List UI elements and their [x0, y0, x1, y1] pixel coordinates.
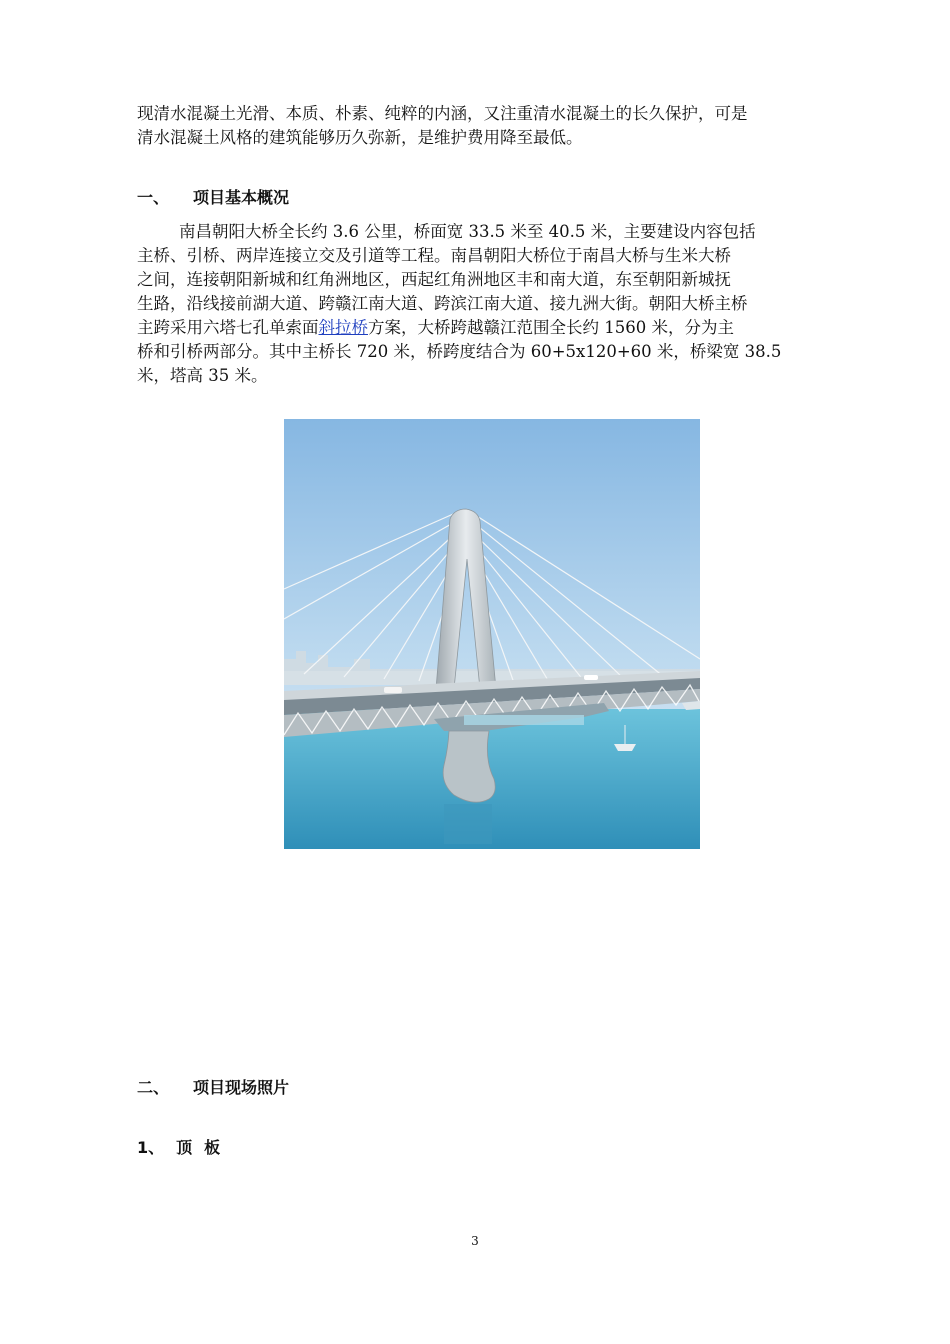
text-line: 现清水混凝土光滑、本质、朴素、纯粹的内涵，又注重清水混凝土的长久保护，可是: [137, 104, 748, 123]
text-segment: 主跨采用六塔七孔单索面: [137, 318, 319, 337]
text-line: 主桥、引桥、两岸连接立交及引道等工程。南昌朝阳大桥位于南昌大桥与生米大桥: [137, 246, 731, 265]
cable-stayed-bridge-link[interactable]: 斜拉桥: [318, 318, 368, 337]
text-line: [137, 316, 815, 340]
overview-paragraph: [137, 220, 815, 388]
subsection-title-part: 板: [204, 1138, 221, 1157]
subsection-heading: [137, 1137, 220, 1159]
text-line: 清水混凝土风格的建筑能够历久弥新，是维护费用降至最低。: [137, 128, 583, 147]
text-line: 生路，沿线接前湖大道、跨赣江南大道、跨滨江南大道、接九洲大街。朝阳大桥主桥: [137, 294, 748, 313]
section-title: 项目基本概况: [193, 188, 290, 207]
text-segment: 南昌朝阳大桥全长约 3.6 公里，桥面宽 33.5 米至 40.5 米，主要建设内容包括: [178, 222, 756, 241]
subsection-number: 1、: [137, 1138, 165, 1157]
bridge-photo: [284, 419, 700, 849]
intro-paragraph: [137, 102, 815, 150]
text-line: 米，塔高 35 米。: [137, 366, 268, 385]
section-heading-overview: [137, 187, 289, 209]
text-line: 之间，连接朝阳新城和红角洲地区，西起红角洲地区丰和南大道，东至朝阳新城抚: [137, 270, 731, 289]
text-line: [137, 220, 815, 244]
section-number: 一、: [137, 188, 170, 207]
section-heading-photos: [137, 1077, 289, 1099]
section-title: 项目现场照片: [193, 1078, 290, 1097]
subsection-title-part: 顶: [176, 1138, 193, 1157]
text-line: 桥和引桥两部分。其中主桥长 720 米，桥跨度结合为 60+5x120+60 米，桥梁宽 38.5: [137, 342, 782, 361]
section-number: 二、: [137, 1078, 170, 1097]
page-number: 3: [471, 1234, 479, 1248]
text-segment: 方案，大桥跨越赣江范围全长约 1560 米，分为主: [368, 318, 734, 337]
